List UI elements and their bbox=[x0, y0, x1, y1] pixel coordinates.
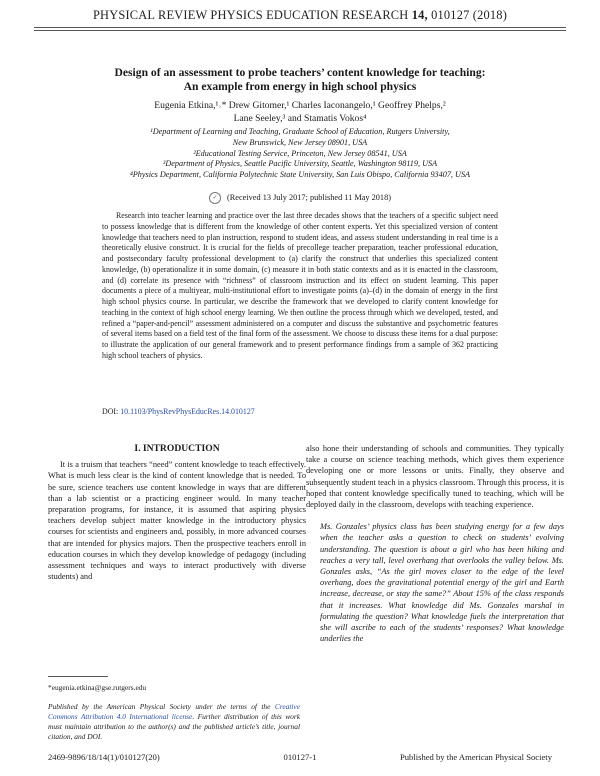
intro-paragraph-1: It is a truism that teachers “need” content knowledge to teach effectively. What is much less clear is the kind of content knowledge that is needed. To be sure, science teachers use content knowledge in ways that are different than a lab scientist or a practicing engineer would. In many teacher preparation programs, for instance, it is assumed that aspiring physics teachers develop subject matter knowledge in the introductory physics courses for scientists and engineers and, possibly, in more advanced courses that are intended for physics majors. Then the prospective teachers enroll in education courses in which they develop knowledge of pedagogy (including assessment techniques and ways to interact productively with diverse students) and bbox=[48, 460, 306, 582]
title-line-2: An example from energy in high school physics bbox=[183, 80, 417, 93]
journal-name: PHYSICAL REVIEW PHYSICS EDUCATION RESEARCH bbox=[92, 8, 409, 22]
journal-volume: 14, bbox=[411, 8, 428, 22]
vignette-paragraph: Ms. Gonzales’ physics class has been studying energy for a few days when the teacher asks a question to check on students’ evolving understanding. The question is about a girl who has been hiking and reaches a very tall, level overhang that overlooks the valley below. Ms. Gonzales asks, “As the girl moves closer to the edge of the level overhang, does the gravitational potential energy of the girl and Earth increase, decrease, or stay the same?” About 15% of the class responds that it increases. What knowledge did Ms. Gonzales marshal in formulating the question? What knowledge fuels the interpretation that she will ascribe to each of the students’ responses? What knowledge underlies the bbox=[320, 522, 564, 644]
author-list bbox=[60, 100, 540, 125]
footer-page-number: 010127-1 bbox=[283, 752, 317, 762]
paper-title bbox=[60, 66, 540, 94]
license-text-before: Published by the American Physical Society under the terms of the bbox=[48, 702, 275, 711]
left-column bbox=[48, 443, 306, 582]
affiliation-1b: New Brunswick, New Jersey 08901, USA bbox=[232, 137, 368, 147]
article-number: 010127 (2018) bbox=[431, 8, 508, 22]
affiliation-3: ³Department of Physics, Seattle Pacific University, Seattle, Washington 98119, USA bbox=[162, 159, 438, 169]
footer-issn: 2469-9896/18/14(1)/010127(20) bbox=[48, 752, 160, 762]
section-heading: I. INTRODUCTION bbox=[134, 443, 220, 454]
abstract: Research into teacher learning and practice over the last three decades shows that the teachers of a specific subject need to possess knowledge that is different from the knowledge of other content experts. Yet this specialized version of content knowledge that teachers need to plan instruction, respond to student ideas, and assess student understanding in real time is a theoretically elusive construct. It is crucial for the fields of precollege teacher preparation, teacher professional education, and postsecondary faculty professional development to (a) clarify the construct that underlies this specialized content knowledge, (b) operationalize it in some domain, (c) measure it in both static contexts and as it is enacted in the classroom, and (d) correlate its presence with “richness” of classroom instruction and its effect on student learning. This paper documents a piece of a multiyear, multi-institutional effort to investigate points (a)–(d) in the domain of energy in the first high school physics course. In particular, we describe the framework that we developed to clarify content knowledge for teaching in the context of high school energy learning. We then outline the process through which we developed, tested, and refined a “paper-and-pencil” assessment administered on a computer and discuss the substantive and psychometric features of several items based on a field test of the final form of the assessment. We choose to discuss these items for a dual purpose: to illustrate the application of our general framework and to present performance findings from a sample of 362 practicing high school teachers of physics. bbox=[102, 211, 498, 360]
header-rule-top bbox=[34, 27, 566, 28]
title-line-1: Design of an assessment to probe teachers’ content knowledge for teaching: bbox=[114, 66, 486, 79]
received-dates bbox=[60, 192, 540, 204]
affiliation-1a: ¹Department of Learning and Teaching, Graduate School of Education, Rutgers University, bbox=[150, 127, 450, 136]
affiliation-4: ⁴Physics Department, California Polytechnic State University, San Luis Obispo, California 93407, USA bbox=[129, 170, 471, 180]
doi-line bbox=[102, 407, 498, 416]
received-text: (Received 13 July 2017; published 11 May 2018) bbox=[227, 192, 391, 202]
license-text-after: . Further distribution of this work must maintain attribution to the author(s) and the published article’s title, journal citation, and DOI. bbox=[48, 712, 300, 741]
doi-label: DOI: bbox=[102, 407, 119, 416]
footnote-rule bbox=[48, 676, 108, 677]
doi-link[interactable]: 10.1103/PhysRevPhysEducRes.14.010127 bbox=[120, 407, 255, 416]
header-rule-bottom bbox=[34, 30, 566, 31]
affiliation-2: ²Educational Testing Service, Princeton, New Jersey 08541, USA bbox=[193, 148, 407, 158]
intro-paragraph-2: also hone their understanding of schools and communities. They typically take a course on science teaching methods, which gives them experience developing one or more lessons or units. Finally, they observe and subsequently student teach in a physics classroom. Through this process, it is hoped that content knowledge specifically tuned to teaching, which will be deployed daily in the classroom, develops with teaching experience. bbox=[306, 444, 564, 510]
check-for-updates-icon[interactable]: ✓ bbox=[209, 192, 221, 204]
authors-line-1: Eugenia Etkina,¹˒* Drew Gitomer,¹ Charles Iaconangelo,¹ Geoffrey Phelps,² bbox=[154, 100, 446, 111]
affiliations bbox=[60, 127, 540, 181]
authors-line-2: Lane Seeley,³ and Stamatis Vokos⁴ bbox=[233, 112, 367, 124]
license-link[interactable]: Creative Commons Attribution 4.0 International license bbox=[48, 702, 300, 721]
journal-header bbox=[0, 8, 600, 23]
footer-publisher: Published by the American Physical Society bbox=[399, 752, 552, 762]
right-column bbox=[306, 443, 564, 644]
corresponding-email: *eugenia.etkina@gse.rutgers.edu bbox=[48, 683, 147, 692]
license-notice bbox=[48, 702, 300, 742]
